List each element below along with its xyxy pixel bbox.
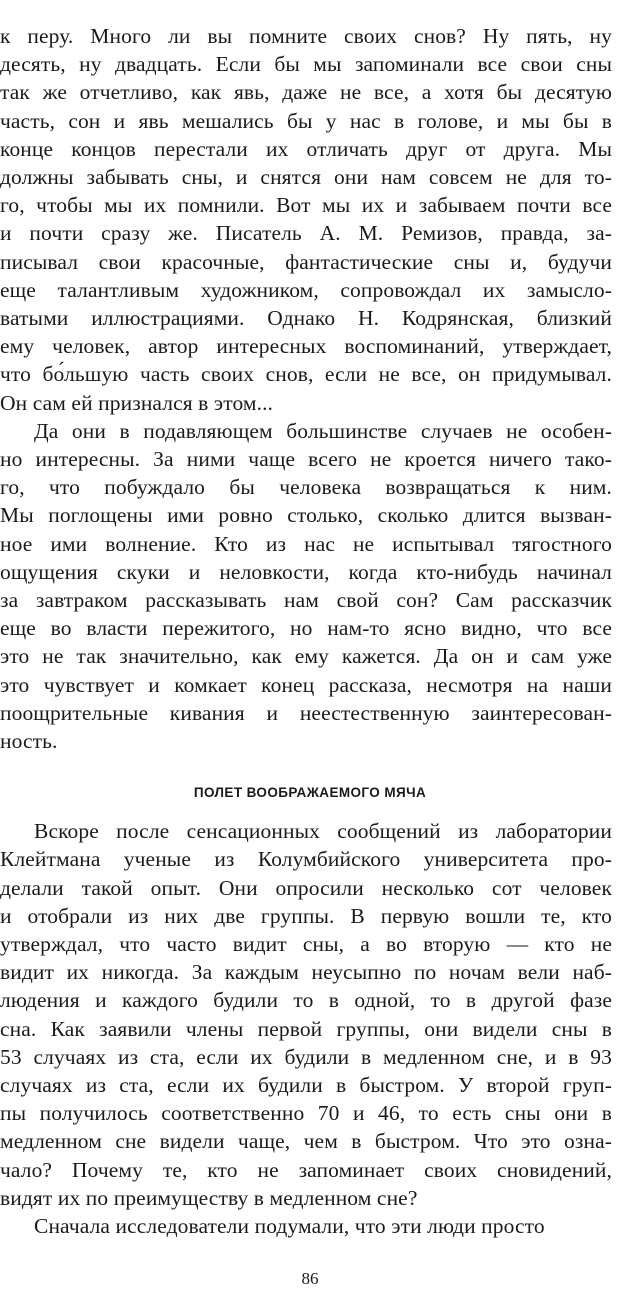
text-line: ное ими волнение. Кто из нас не испытывал тягостного	[0, 532, 612, 556]
text-line: людения и каждого будили то в одной, то в другой фазе	[0, 988, 612, 1012]
text-line: еще во власти пережитого, но нам-то ясно видно, что все	[0, 616, 612, 640]
text-line: Он сам ей признался в этом...	[0, 391, 274, 415]
text-line: ность.	[0, 729, 58, 753]
text-line: го, чтобы мы их помнили. Вот мы их и забываем почти все	[0, 193, 612, 217]
text-line: Да они в подавляющем большинстве случаев не особен-	[34, 419, 612, 443]
text-line: это не так значительно, как ему кажется. Да он и сам уже	[0, 644, 612, 668]
text-line: делали такой опыт. Они опросили несколько сот человек	[0, 876, 612, 900]
text-line: конце концов перестали их отличать друг от друга. Мы	[0, 137, 612, 161]
text-line: десять, ну двадцать. Если бы мы запоминали все свои сны	[0, 52, 612, 76]
section-heading: ПОЛЕТ ВООБРАЖАЕМОГО МЯЧА	[193, 785, 427, 801]
text-line: но интересны. За ними чаще всего не кроется ничего тако-	[0, 447, 612, 471]
page-number: 86	[301, 1269, 319, 1288]
text-line: должны забывать сны, и снятся они нам совсем не для то-	[0, 165, 612, 189]
text-line: ощущения скуки и неловкости, когда кто-нибудь начинал	[0, 560, 612, 584]
text-line: Вскоре после сенсационных сообщений из лаборатории	[34, 819, 612, 843]
text-line: часть, сон и явь мешались бы у нас в голове, и мы бы в	[0, 109, 612, 133]
text-line: ему человек, автор интересных воспоминаний, утверждает,	[0, 334, 612, 358]
text-line: к перу. Много ли вы помните своих снов? Ну пять, ну	[0, 24, 612, 48]
text-line: чало? Почему те, кто не запоминает своих сновидений,	[0, 1158, 612, 1182]
text-line: и отобрали из них две группы. В первую вошли те, кто	[0, 904, 612, 928]
text-line: за завтраком рассказывать нам свой сон? Сам рассказчик	[0, 588, 612, 612]
text-line: медленном сне видели чаще, чем в быстром. Что это озна-	[0, 1129, 612, 1153]
text-line: пы получилось соответственно 70 и 46, то есть сны они в	[0, 1101, 612, 1125]
text-line: Сначала исследователи подумали, что эти люди просто	[34, 1214, 545, 1238]
text-line: видит их никогда. За каждым неусыпно по ночам вели наб-	[0, 960, 612, 984]
text-line: 53 случаях из ста, если их будили в медленном сне, и в 93	[0, 1045, 612, 1069]
text-line: писывал свои красочные, фантастические сны и, будучи	[0, 250, 612, 274]
text-line: сна. Как заявили члены первой группы, они видели сны в	[0, 1017, 612, 1041]
text-line: это чувствует и комкает конец рассказа, несмотря на наши	[0, 673, 612, 697]
text-line: Мы поглощены ими ровно столько, сколько длится вызван-	[0, 503, 612, 527]
text-line: видят их по преимуществу в медленном сне?	[0, 1186, 418, 1210]
text-line: утверждал, что часто видит сны, а во вторую — кто не	[0, 932, 612, 956]
text-line: го, что побуждало бы человека возвращаться к ним.	[0, 475, 612, 499]
text-line: случаях из ста, если их будили в быстром. У второй груп-	[0, 1073, 612, 1097]
text-line: что бо́льшую часть своих снов, если не все, он придумывал.	[0, 362, 612, 386]
text-line: ватыми иллюстрациями. Однако Н. Кодрянская, близкий	[0, 306, 612, 330]
text-line: поощрительные кивания и неестественную заинтересован-	[0, 701, 612, 725]
text-line: так же отчетливо, как явь, даже не все, а хотя бы десятую	[0, 80, 612, 104]
text-line: Клейтмана ученые из Колумбийского университета про-	[0, 847, 612, 871]
text-line: еще талантливым художником, сопровождал их замысло-	[0, 278, 612, 302]
text-line: и почти сразу же. Писатель А. М. Ремизов, правда, за-	[0, 221, 612, 245]
